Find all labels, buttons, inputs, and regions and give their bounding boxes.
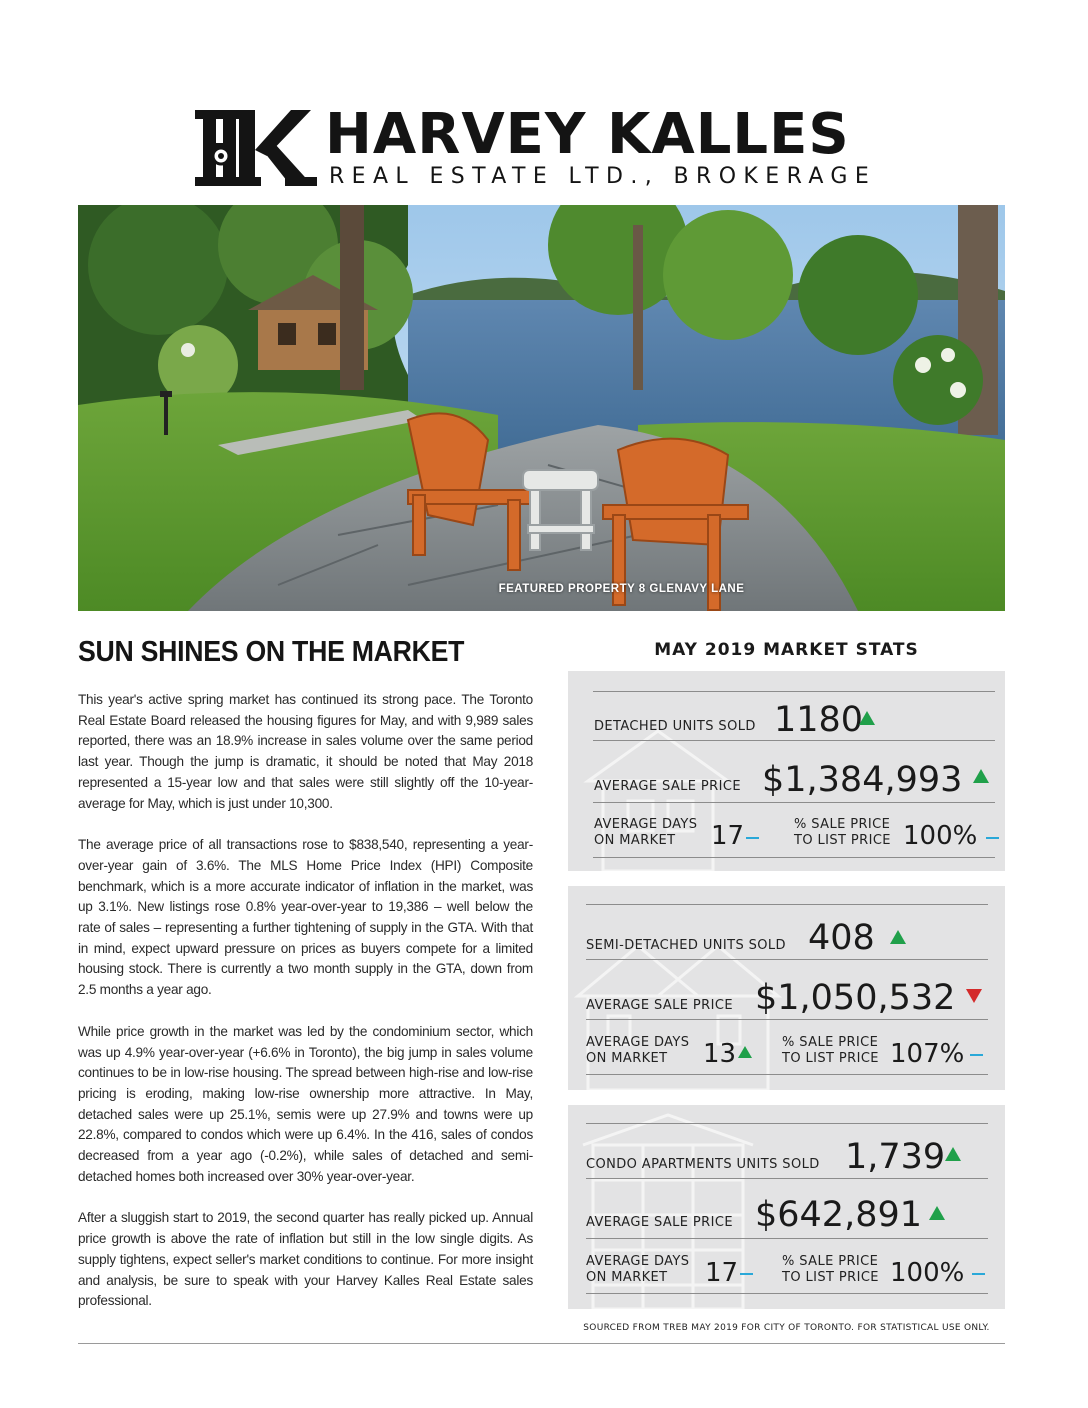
- article-paragraph: After a sluggish start to 2019, the second quarter has really picked up. Annual price growth is above the rate of inflation but still in the low single digits. As supply tightens, expect seller's market conditions to continue. For more insight and analysis, be sure to speak with your Harvey Kalles Real Estate sales professional.: [78, 1210, 533, 1309]
- condo-stats-panel: [568, 1105, 1005, 1309]
- condo-days-value: 17: [705, 1258, 739, 1288]
- trend-flat-icon: [740, 1273, 753, 1275]
- article-paragraph: This year's active spring market has continued its strong pace. The Toronto Real Estate Board released the housing figures for May, and with 9,989 sales reported, there was an 18.9% increase in sales volume over the same period last year. Though the jump is dramatic, it should be noted that May 2018 represented a 15-year low and that sales were still slightly off the 10-year-average for May, which is just under 10,300.: [78, 692, 533, 811]
- detached-days-label: AVERAGE DAYS: [594, 817, 698, 832]
- trend-flat-icon: [970, 1054, 983, 1056]
- article-paragraph: The average price of all transactions rose to $838,540, representing a year-over-year gain of 3.6%. The MLS Home Price Index (HPI) Composite benchmark, which is a more accurate indicator of inflation in the market, was up 3.1%. New listings rose 0.8% year-over-year to 19,386 – well below the rate of sales – representing a further tightening of supply in the GTA. With that in mind, expect upward pressure on prices as buyers compete for a limited housing stock. There is currently a two month supply in the GTA, down from 2.5 months a year ago.: [78, 837, 533, 998]
- condo-ratio-value: 100%: [890, 1258, 965, 1288]
- detached-days-value: 17: [711, 821, 745, 851]
- muskoka-lake-scene-image: [78, 205, 1005, 611]
- condo-units-label: CONDO APARTMENTS UNITS SOLD: [586, 1157, 820, 1172]
- brand-name: HARVEY KALLES: [325, 102, 850, 167]
- semi-price-value: $1,050,532: [755, 978, 956, 1018]
- trend-up-icon: [973, 769, 989, 783]
- condo-ratio-label: % SALE PRICE: [782, 1254, 879, 1269]
- trend-flat-icon: [746, 837, 759, 839]
- trend-flat-icon: [972, 1273, 985, 1275]
- semi-ratio-value: 107%: [890, 1039, 965, 1069]
- semi-ratio-label: % SALE PRICE: [782, 1035, 879, 1050]
- featured-property-photo: [78, 205, 1005, 611]
- photo-caption: FEATURED PROPERTY 8 GLENAVY LANE: [498, 583, 745, 595]
- hk-monogram-icon: [195, 108, 317, 188]
- detached-ratio-label-2: TO LIST PRICE: [794, 833, 891, 848]
- detached-ratio-value: 100%: [903, 821, 978, 851]
- semi-detached-stats-panel: [568, 886, 1005, 1090]
- bottom-divider: [78, 1343, 1005, 1344]
- stats-title: MAY 2019 MARKET STATS: [654, 640, 919, 660]
- semi-days-label-2: ON MARKET: [586, 1051, 668, 1066]
- trend-up-icon: [859, 711, 875, 725]
- trend-up-icon: [890, 930, 906, 944]
- detached-stats-panel: [568, 671, 1005, 871]
- source-note: SOURCED FROM TREB MAY 2019 FOR CITY OF TORONTO. FOR STATISTICAL USE ONLY.: [583, 1323, 990, 1333]
- condo-days-label-2: ON MARKET: [586, 1270, 668, 1285]
- trend-flat-icon: [986, 837, 999, 839]
- detached-units-value: 1180: [774, 700, 864, 740]
- detached-units-label: DETACHED UNITS SOLD: [594, 719, 756, 734]
- article-headline: SUN SHINES ON THE MARKET: [78, 636, 465, 668]
- trend-up-icon: [738, 1046, 752, 1058]
- semi-units-value: 408: [808, 918, 875, 958]
- semi-price-label: AVERAGE SALE PRICE: [586, 998, 733, 1013]
- semi-ratio-label-2: TO LIST PRICE: [782, 1051, 879, 1066]
- brand-subtitle: REAL ESTATE LTD., BROKERAGE: [329, 164, 877, 189]
- semi-days-value: 13: [703, 1039, 737, 1069]
- condo-units-value: 1,739: [845, 1137, 946, 1177]
- article-paragraph: While price growth in the market was led by the condominium sector, which was up 4.9% year-over-year (+6.6% in Toronto), the big jump in sales volume continues to be in low-rise housing. The spread between high-rise and low-rise pricing is eroding, making low-rise ownership more attractive. In May, detached sales were up 25.1%, semis were up 27.9% and towns were up 22.8%, compared to condos which were up 6.4%. In the 416, sales of condos decreased from a year ago (-0.2%), while sales of detached and semi-detached homes both increased over 30% year-over-year.: [78, 1023, 533, 1184]
- condo-price-value: $642,891: [755, 1195, 923, 1235]
- semi-days-label: AVERAGE DAYS: [586, 1035, 690, 1050]
- article-body: [78, 690, 533, 1333]
- trend-up-icon: [945, 1147, 961, 1161]
- trend-down-icon: [966, 989, 982, 1003]
- trend-up-icon: [929, 1206, 945, 1220]
- detached-price-value: $1,384,993: [762, 760, 963, 800]
- condo-ratio-label-2: TO LIST PRICE: [782, 1270, 879, 1285]
- detached-ratio-label: % SALE PRICE: [794, 817, 891, 832]
- semi-units-label: SEMI-DETACHED UNITS SOLD: [586, 938, 786, 953]
- detached-days-label-2: ON MARKET: [594, 833, 676, 848]
- condo-price-label: AVERAGE SALE PRICE: [586, 1215, 733, 1230]
- brand-logo: [195, 104, 895, 190]
- condo-days-label: AVERAGE DAYS: [586, 1254, 690, 1269]
- detached-price-label: AVERAGE SALE PRICE: [594, 779, 741, 794]
